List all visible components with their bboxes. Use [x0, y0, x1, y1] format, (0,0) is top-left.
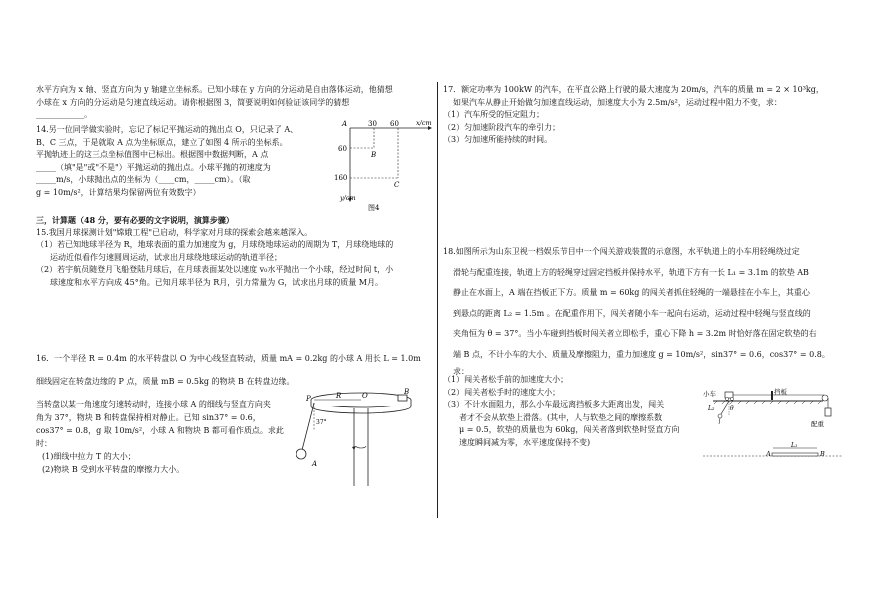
q16-line: (1)细线中拉力 T 的大小； [42, 452, 136, 461]
x-tick-30: 30 [368, 120, 377, 128]
section-heading: 三，计算题（48 分，要有必要的文字说明，演算步骤） [36, 215, 234, 225]
q17-line: 17．额定功率为 100kW 的汽车，在平直公路上行驶的最大速度为 20m/s，汽车的质量 m = 2 × 10³kg， [443, 85, 824, 94]
point-a-label: A [766, 450, 771, 458]
point-a-label: A [342, 120, 348, 128]
q18-sub-line: 者才不会从软垫上滑落。(其中，人与软垫之间的摩擦系数 [459, 412, 663, 422]
y-tick-160: 160 [334, 174, 348, 182]
q18-sub-line: （3）不计水面阻力，那么小车最远离挡板多大距离出发，闯关 [443, 400, 665, 409]
left-column [36, 84, 431, 122]
x-axis-label: x/cm [416, 119, 432, 127]
counterweight-label: 配重 [811, 420, 824, 428]
q17-line: （2）匀加速阶段汽车的牵引力； [443, 122, 561, 132]
q18-line: 求： [453, 367, 469, 376]
q17-line: （1）汽车所受的恒定阻力； [443, 110, 545, 119]
turntable-diagram [296, 386, 420, 490]
q16-line: 16．一个半径 R = 0.4m 的水平转盘以 O 为中心线竖直转动，质量 mA = 0.2kg 的小球 A 用长 L = 1.0m [36, 354, 421, 363]
q18-sub-line: 速度瞬间减为零，水平速度保持不变) [459, 437, 591, 447]
q15-line: （2）若宇航员随登月飞船登陆月球后，在月球表面某处以速度 v₀水平抛出一个小球，经过时间 t，小 [36, 265, 394, 274]
obstacle-course-diagram [703, 386, 843, 470]
angle-label: 37° [316, 419, 327, 426]
q15-line: （1）若已知地球半径为 R，地球表面的重力加速度为 g，月球绕地球运动的周期为 T，月球绕地球的 [36, 240, 394, 249]
q14-line: _____m/s，小球抛出点的坐标为（____cm，_____cm）。（取 [36, 175, 251, 184]
barrier-label: 挡板 [774, 388, 787, 396]
q18-line: 夹角恒为 θ = 37°。当小车碰到挡板时闯关者立即松手，重心下降 h = 3.2m 时恰好落在固定软垫的右 [453, 329, 817, 338]
intro-line: ____________。 [36, 110, 92, 119]
y-axis-label: y/cm [340, 194, 356, 202]
point-c-label: C [394, 181, 400, 189]
q16-line: 时： [36, 439, 52, 448]
q18-line: 端 B 点，不计小车的大小、质量及摩擦阻力，重力加速度 g = 10m/s²，sin37° = 0.6，cos37° = 0.8。 [453, 349, 830, 359]
ball-a-label: A [312, 460, 318, 468]
y-tick-60: 60 [338, 145, 347, 153]
q14-line: B、C 三点，于是就取 A 点为坐标原点，建立了如图 4 所示的坐标系。 [36, 137, 288, 147]
q16-line: 当转盘以某一角速度匀速转动时，连接小球 A 的细线与竖直方向夹 [36, 400, 271, 409]
q18-sub-line: （2）闯关者松手时的速度大小； [443, 387, 561, 397]
cart-label: 小车 [703, 390, 716, 398]
x-tick-60: 60 [390, 120, 399, 128]
center-o-label: O [362, 392, 368, 400]
question-18-subparts [443, 374, 703, 449]
q18-sub-line: μ = 0.5，软垫的质量也为 60kg，闯关者落到软垫时竖直方向 [459, 425, 680, 434]
radius-label: R [336, 392, 342, 400]
q16-line: (2)物块 B 受到水平转盘的摩擦力大小。 [42, 465, 185, 474]
q14-line: _____（填"是"或"不是"）平抛运动的抛出点。小球平抛的初速度为 [36, 162, 271, 172]
q14-line: 平抛轨迹上的这三点坐标值图中已标出。根据图中数据判断，A 点 [36, 150, 269, 159]
block-b-label: B [404, 388, 410, 396]
q15-line: 15.我国月球探测计划"嫦娥工程"已启动，科学家对月球的探索会越来越深入。 [36, 227, 313, 237]
question-14 [36, 124, 336, 199]
q16-line: 细线固定在转盘边缘的 P 点，质量 mB = 0.5kg 的物块 B 在转盘边缘。 [36, 377, 295, 386]
question-18 [443, 242, 843, 379]
question-17 [443, 84, 843, 147]
figure-4-diagram [332, 118, 432, 216]
q14-line: g = 10m/s²，计算结果均保留两位有效数字） [36, 187, 201, 197]
q16-line: cos37° = 0.8，g 取 10m/s²，小球 A 和物块 B 都可看作质点。求此 [36, 426, 284, 435]
section-3 [36, 214, 431, 289]
q18-line: 18.如图所示为山东卫视一档娱乐节目中一个闯关游戏装置的示意图，水平轨道上的小车用轻绳绕过定 [443, 247, 800, 256]
point-b-label: B [371, 151, 377, 159]
point-p-label: P [306, 395, 311, 403]
q17-line: 如果汽车从静止开始做匀加速直线运动，加速度大小为 2.5m/s²，运动过程中阻力不变，求： [453, 97, 782, 107]
theta-label: θ [730, 405, 734, 412]
point-b-label: B [820, 450, 825, 458]
l2-label: L₂ [708, 405, 715, 412]
l1-label: L₁ [791, 442, 798, 449]
q15-line: 运动近似看作匀速圆周运动，试求出月球绕地球运动的轨道半径； [50, 252, 282, 262]
q18-line: 静止在水面上，A 端在挡板正下方。质量 m = 60kg 的闯关者抓住轻绳的一端悬挂在小车上，其重心 [453, 288, 810, 297]
q18-line: 滑轮与配重连接，轨道上方的轻绳穿过固定挡板并保持水平，轨道下方有一长 L₁ = 3.1m 的软垫 AB [453, 267, 809, 277]
q18-sub-line: （1）闯关者松手前的加速度大小； [443, 375, 569, 384]
intro-line: 小球在 x 方向的分运动是匀速直线运动。请你根据图 3，简要说明如何验证该同学的猜想 [36, 97, 350, 107]
figure-4-caption: 图4 [368, 204, 380, 212]
intro-line: 水平方向为 x 轴、竖直方向为 y 轴建立坐标系。已知小球在 y 方向的分运动是自由落体运动，他猜想 [36, 85, 393, 94]
q18-line: 到悬点的距离 L₂ = 1.5m 。在配重作用下，闯关者随小车一起向右运动，运动过程中轻绳与竖直线的 [453, 308, 811, 318]
q15-line: 球速度和水平方向成 45°角。已知月球半径为 R月，引力常量为 G，试求出月球的质量 M月。 [50, 277, 383, 287]
q16-line: 角为 37°，物块 B 和转盘保持相对静止。已知 sin37° = 0.6， [36, 413, 261, 422]
q17-line: （3）匀加速所能持续的时间。 [443, 135, 553, 144]
q14-line: 14.另一位同学做实验时，忘记了标记平抛运动的抛出点 O，只记录了 A、 [36, 125, 299, 134]
column-divider [437, 82, 438, 518]
